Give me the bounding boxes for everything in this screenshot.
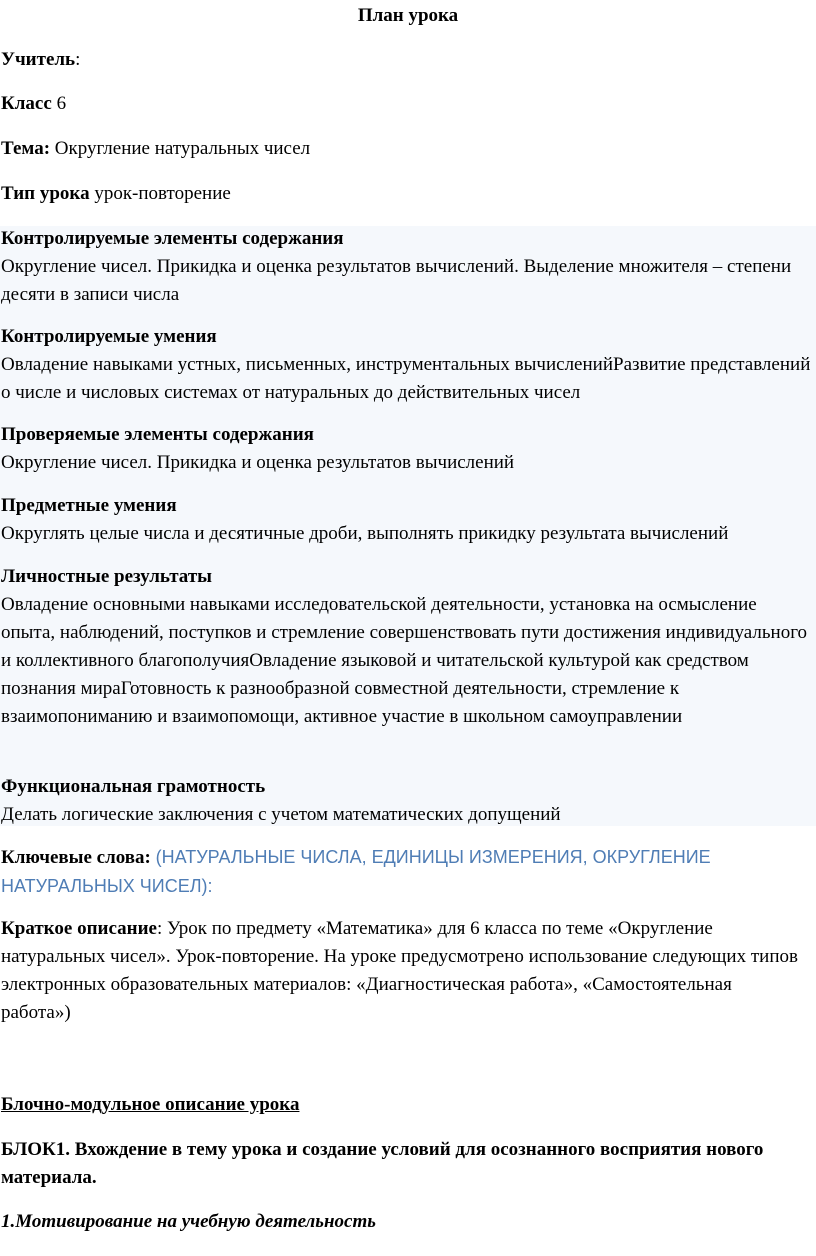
page-title: План урока [357,5,459,26]
topic-line [1,135,310,163]
section-functional-literacy [1,773,813,829]
summary-label: Краткое описание [1,918,157,939]
section-heading: Предметные умения [1,495,177,516]
class-label: Класс [1,93,52,114]
teacher-line [1,46,80,74]
block-modular-heading: Блочно-модульное описание урока [1,1094,300,1115]
lesson-type-label: Тип урока [1,183,90,204]
section-text: Округление чисел. Прикидка и оценка результатов вычислений. Выделение множителя – степени десяти в записи числа [1,256,792,305]
summary [1,915,806,1027]
topic-label: Тема: [1,138,51,159]
section-heading: Контролируемые умения [1,326,217,347]
section-controlled-skills [1,323,813,407]
lesson-type-line [1,180,231,208]
section-heading: Контролируемые элементы содержания [1,228,344,249]
keywords-value: (НАТУРАЛЬНЫЕ ЧИСЛА, ЕДИНИЦЫ ИЗМЕРЕНИЯ, ОКРУГЛЕНИЕ НАТУРАЛЬНЫХ ЧИСЕЛ): [1,847,711,896]
step1-heading: 1.Мотивирование на учебную деятельность [1,1211,376,1232]
section-text: Округлять целые числа и десятичные дроби, выполнять прикидку результата вычислений [1,523,729,544]
section-text: Округление чисел. Прикидка и оценка результатов вычислений [1,452,515,473]
class-line [1,90,66,118]
section-controlled-content [1,225,813,309]
section-text: Овладение навыками устных, письменных, инструментальных вычисленийРазвитие представлений о числе и числовых системах от натуральных до действительных чисел [1,354,811,403]
summary-text: : Урок по предмету «Математика» для 6 класса по теме «Округление натуральных чисел». Урок-повторение. На уроке предусмотрено использование следующих типов электронных образовательных материалов: «Диагностическая работа», «Самостоятельная работа») [1,918,798,1023]
teacher-label: Учитель [1,49,76,70]
keywords [1,843,806,901]
topic-value: Округление натуральных чисел [54,138,311,159]
section-heading: Проверяемые элементы содержания [1,424,314,445]
block1-heading: БЛОК1. Вхождение в тему урока и создание условий для осознанного восприятия нового материала. [1,1139,764,1188]
section-subject-skills [1,492,813,548]
section-heading: Личностные результаты [1,566,212,587]
section-personal-results [1,563,813,731]
section-text: Делать логические заключения с учетом математических допущений [1,804,561,825]
section-heading: Функциональная грамотность [1,776,266,797]
keywords-label: Ключевые слова: [1,847,151,868]
teacher-sep: : [75,49,81,70]
section-checked-content [1,421,813,477]
class-value: 6 [56,93,67,114]
section-text: Овладение основными навыками исследовательской деятельности, установка на осмысление опыта, наблюдений, поступков и стремление совершенствовать пути достижения индивидуального и коллективного благополучияОвладение языковой и читательской культурой как средством познания мираГотовность к разнообразной совместной деятельности, стремление к взаимопониманию и взаимопомощи, активное участие в школьном самоуправлении [1,594,808,727]
lesson-type-value: урок-повторение [94,183,231,204]
